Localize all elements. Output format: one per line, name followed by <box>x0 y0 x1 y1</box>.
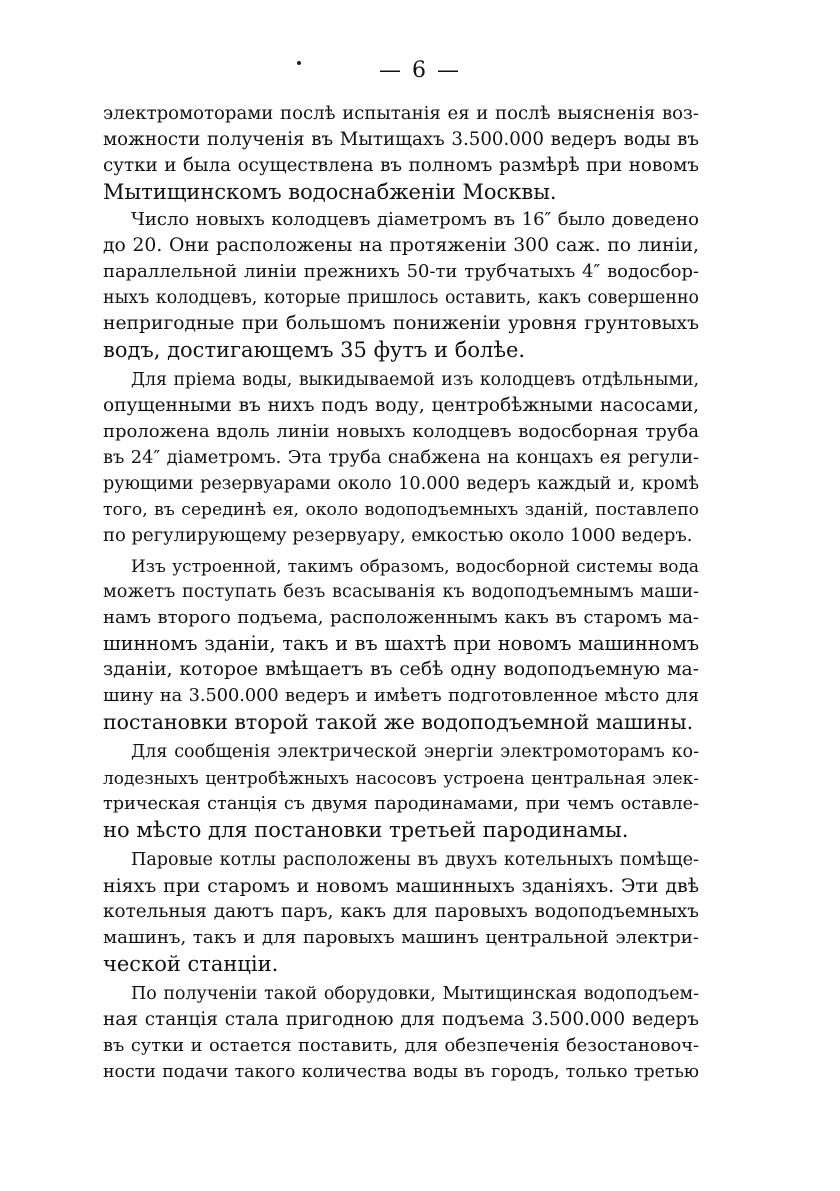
text-line: шину на 3.500.000 ведеръ и имѣетъ подготовленное мѣсто для <box>103 686 699 706</box>
text-line: можетъ поступать безъ всасыванія къ водоподъемнымъ маши- <box>103 582 699 602</box>
page-number: — 6 — <box>379 58 461 83</box>
text-line: ческой станціи. <box>103 952 279 976</box>
text-line: рующими резервуарами около 10.000 ведеръ каждый и, кромѣ <box>103 474 699 494</box>
text-line: Для пріема воды, выкидываемой изъ колодцевъ отдѣльными, <box>131 370 699 390</box>
text-line: ности подачи такого количества воды въ городъ, только третью <box>103 1062 699 1082</box>
text-line: намъ второго подъема, расположеннымъ какъ въ старомъ ма- <box>103 607 699 628</box>
text-line: Изъ устроенной, такимъ образомъ, водосборной системы вода <box>131 556 699 576</box>
text-line: постановки второй такой же водоподъемной машины. <box>103 710 694 734</box>
text-line: электромоторами послѣ испытанія ея и послѣ выясненія воз- <box>103 103 699 124</box>
text-line: параллельной линіи прежнихъ 50-ти трубчатыхъ 4″ водосбор- <box>103 261 699 282</box>
text-line: до 20. Они расположены на протяженіи 300 саж. по линіи, <box>103 235 699 256</box>
text-line: лодезныхъ центробѣжныхъ насосовъ устроена центральная элек- <box>103 768 699 788</box>
text-line: шинномъ зданіи, такъ и въ шахтѣ при новомъ машинномъ <box>103 632 699 655</box>
text-line: проложена вдоль линіи новыхъ колодцевъ водосборная труба <box>103 421 699 442</box>
text-line: По полученіи такой оборудовки, Мытищинская водоподъем- <box>131 984 699 1004</box>
text-line: котельныя даютъ паръ, какъ для паровыхъ водоподъемныхъ <box>103 901 699 922</box>
text-line: того, въ серединѣ ея, около водоподъемныхъ зданій, поставлепо <box>103 500 699 520</box>
text-line: по регулирующему резервуару, емкостью около 1000 ведеръ. <box>103 525 693 546</box>
text-line: трическая станція съ двумя пародинамами, при чемъ оставле- <box>103 794 699 814</box>
text-line: машинъ, такъ и для паровыхъ машинъ центральной электри- <box>103 927 699 948</box>
text-line: но мѣсто для постановки третьей пародинамы. <box>103 818 629 842</box>
text-line: опущенными въ нихъ подъ воду, центробѣжными насосами, <box>103 395 699 416</box>
text-line: Для сообщенія электрической энергіи электромоторамъ ко- <box>131 742 699 762</box>
text-line: въ сутки и остается поставить, для обезпеченія безостановоч- <box>103 1036 699 1056</box>
text-line: можности полученія въ Мытищахъ 3.500.000 ведеръ воды въ <box>103 129 699 150</box>
text-line: Паровые котлы расположены въ двухъ котельныхъ помѣще- <box>131 850 699 870</box>
text-line: Мытищинскомъ водоснабженіи Москвы. <box>103 180 557 204</box>
text-line: Число новыхъ колодцевъ діаметромъ въ 16″ было доведено <box>131 209 699 230</box>
text-line: ныхъ колодцевъ, которые пришлось оставить, какъ совершенно <box>103 288 699 308</box>
text-line: ная станція стала пригодною для подъема 3.500.000 ведеръ <box>103 1009 699 1030</box>
text-line: непригодные при большомъ пониженіи уровня грунтовыхъ <box>103 313 699 334</box>
text-line: водъ, достигающемъ 35 футъ и болѣе. <box>103 338 526 362</box>
text-line: въ 24″ діаметромъ. Эта труба снабжена на концахъ ея регули- <box>103 447 699 468</box>
text-line: ніяхъ при старомъ и новомъ машинныхъ зданіяхъ. Эти двѣ <box>103 875 699 897</box>
text-line: зданіи, которое вмѣщаетъ въ себѣ одну водоподъемную ма- <box>103 659 699 680</box>
text-line: сутки и была осуществлена въ полномъ размѣрѣ при новомъ <box>103 155 699 176</box>
